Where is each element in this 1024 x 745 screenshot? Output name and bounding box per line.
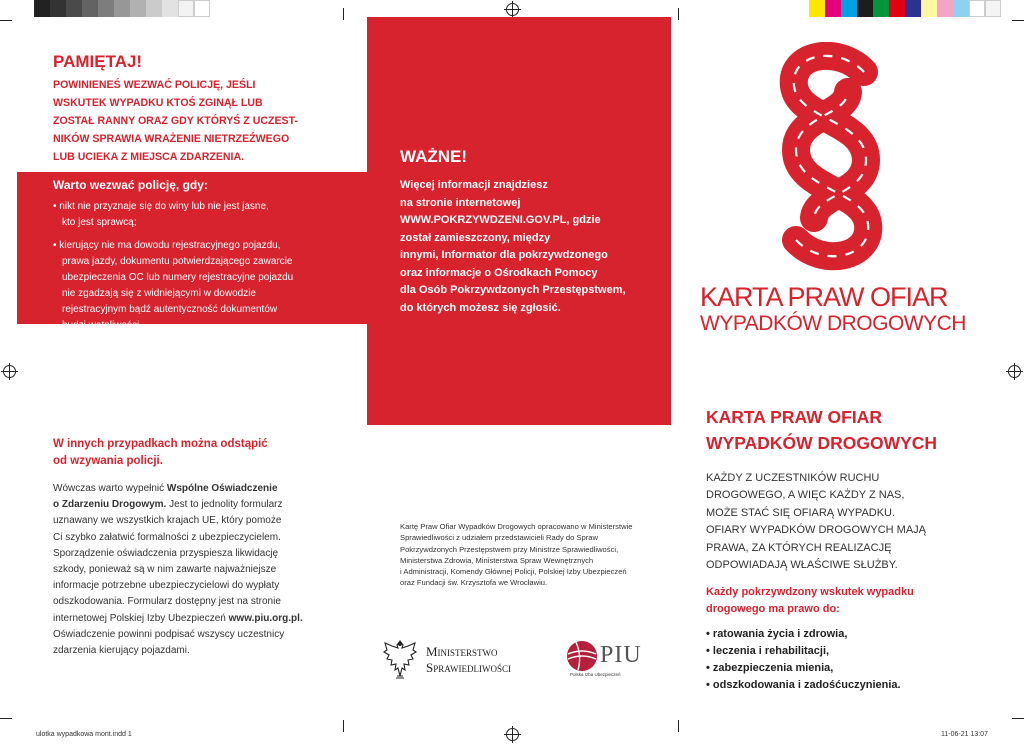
piu-logo (566, 640, 646, 680)
cover-title (700, 282, 1000, 336)
important-line: został zamieszczony, między (400, 231, 551, 244)
bullet-line: budzi wątpliwości. (62, 320, 143, 331)
reminder-line: NIKÓW SPRAWIA WRAŻENIE NIETRZEŹWEGO (53, 133, 290, 145)
crop-mark (343, 8, 344, 20)
cover-title-line1: KARTA PRAW OFIAR (700, 282, 948, 312)
body-line: szkody, ponieważ są w nim zawarte najważniejsze (53, 564, 277, 576)
other-cases-heading: W innych przypadkach można odstąpić (53, 438, 268, 450)
credits-line: oraz Fundacji św. Krzysztofa we Wrocławiu. (400, 578, 548, 588)
rights-item: • ratowania życia i zdrowia, (706, 628, 848, 641)
rights-intro-line: PRAWA, ZA KTÓRYCH REALIZACJĘ (706, 541, 892, 554)
reminder-line: WSKUTEK WYPADKU KTOŚ ZGINĄŁ LUB (53, 97, 263, 109)
registration-mark-right (1008, 365, 1021, 378)
important-section (400, 147, 660, 317)
important-line: dla Osób Pokrzywdzonych Przestępstwem, (400, 284, 626, 296)
crop-mark (0, 20, 12, 21)
rights-item: • zabezpieczenia mienia, (706, 662, 834, 675)
crop-mark (343, 720, 344, 732)
rights-intro-line: OFIARY WYPADKÓW DROGOWYCH MAJĄ (706, 524, 927, 537)
reminder-section (53, 52, 353, 166)
crop-mark (678, 8, 679, 20)
body-line: Sporządzenie oświadczenia przyspiesza likwidację (53, 547, 279, 559)
credits-line: Ministerstwa Zdrowia, Ministerstwa Spraw Wewnętrznych (400, 555, 594, 565)
body-line: informacje potrzebne ubezpieczycielowi do wypłaty (53, 580, 280, 592)
piu-globe-icon (566, 640, 598, 672)
piu-link[interactable]: www.piu.org.pl (228, 612, 300, 624)
other-cases-heading: od wzywania policji. (53, 455, 163, 467)
paragraph-section-sign-icon (770, 42, 890, 272)
rights-intro-line: MOŻE STAĆ SIĘ OFIARĄ WYPADKU. (706, 506, 896, 519)
file-slug: ulotka wypadkowa mont.indd 1 (36, 731, 132, 738)
piu-subtitle: Polska Izba Ubezpieczeń (570, 672, 621, 677)
bullet-line: kto jest sprawcą; (62, 217, 137, 228)
registration-mark-left (3, 365, 16, 378)
credits-line: Sprawiedliwości z udziałem przedstawicieli Rady do Spraw (400, 533, 598, 543)
date-slug: 11-06-21 13:07 (941, 731, 988, 738)
bullet-line: rejestracyjnym bądź autentyczność dokumentów (62, 304, 278, 315)
body-line: Ci szybko załatwić formalności z ubezpieczycielem. (53, 531, 281, 543)
bullet-line: • nikt nie przyznaje się do winy lub nie jest jasne, (53, 201, 269, 212)
important-title: WAŻNE! (400, 147, 468, 166)
bullet-line: • kierujący nie ma dowodu rejestracyjnego pojazdu, (53, 240, 281, 251)
cover-title-line2: WYPADKÓW DROGOWYCH (700, 312, 966, 335)
bullet-line: ubezpieczenia OC lub numery rejestracyjne pojazdu (62, 272, 294, 283)
credits-line: i Administracji, Komendy Głównej Policji, Polskiej Izby Ubezpieczeń (400, 567, 627, 577)
rights-item: • odszkodowania i zadośćuczynienia. (706, 679, 901, 692)
rights-item: • leczenia i rehabilitacji, (706, 645, 830, 658)
credits-line: Kartę Praw Ofiar Wypadków Drogowych opracowano w Ministerstwie (400, 522, 633, 531)
eagle-emblem-icon (382, 638, 418, 680)
ministry-name-line2: Sprawiedliwości (426, 660, 511, 675)
ministry-name-line1: Ministerstwo (426, 644, 498, 659)
reminder-line: POWINIENEŚ WEZWAĆ POLICJĘ, JEŚLI (53, 79, 256, 91)
important-line: oraz informacje o Ośrodkach Pomocy (400, 266, 598, 279)
important-line: na stronie internetowej (400, 196, 521, 209)
important-line: innymi, Informator dla pokrzywdzonego (400, 249, 608, 261)
ministry-logo (382, 638, 542, 680)
piu-text: PIU (600, 642, 642, 668)
body-line: Wówczas warto wypełnić Wspólne Oświadczenie (53, 483, 278, 494)
important-line: WWW.POKRZYWDZENI.GOV.PL, gdzie (400, 214, 601, 226)
rights-section (706, 404, 1006, 694)
crop-mark (0, 718, 12, 719)
body-line: o Zdarzeniu Drogowym. Jest to jednolity formularz (53, 499, 283, 511)
body-line: uznawany we wszystkich krajach UE, który pomoże (53, 515, 282, 527)
bullet-line: nie zgadzają się z widniejącymi w dowodzie (62, 288, 256, 299)
call-police-heading: Warto wezwać policję, gdy: (53, 178, 208, 192)
other-cases-section (53, 436, 343, 659)
important-line: Więcej informacji znajdziesz (400, 179, 548, 191)
registration-mark-top (506, 3, 519, 16)
credits-line: Pokrzywdzonych Przestępstwem przy Ministrze Sprawiedliwości, (400, 544, 619, 554)
body-line: Oświadczenie powinni podpisać wszyscy uczestnicy (53, 628, 285, 640)
reminder-line: ZOSTAŁ RANNY ORAZ GDY KTÓRYŚ Z UCZEST- (53, 115, 299, 127)
rights-subheading: drogowego ma prawo do: (706, 603, 840, 616)
rights-intro-line: KAŻDY Z UCZESTNIKÓW RUCHU (706, 472, 880, 484)
body-line: odszkodowania. Formularz dostępny jest na stronie (53, 596, 281, 608)
body-line: zdarzenia kierujący pojazdami. (53, 645, 190, 657)
rights-intro-line: DROGOWEGO, A WIĘC KAŻDY Z NAS, (706, 489, 905, 502)
reminder-line: LUB UCIEKA Z MIEJSCA ZDARZENIA. (53, 151, 245, 163)
crop-mark (1012, 718, 1024, 719)
bullet-line: prawa jazdy, dokumentu potwierdzającego zawarcie (62, 256, 293, 267)
rights-intro-line: ODPOWIADAJĄ WŁAŚCIWE SŁUŻBY. (706, 559, 898, 572)
crop-mark (1012, 20, 1024, 21)
call-police-section (53, 178, 353, 334)
rights-subheading: Każdy pokrzywdzony wskutek wypadku (706, 586, 914, 599)
crop-mark (678, 720, 679, 732)
important-line: do których możesz się zgłosić. (400, 301, 561, 314)
rights-title-line2: WYPADKÓW DROGOWYCH (706, 433, 938, 453)
reminder-title: PAMIĘTAJ! (53, 52, 143, 71)
credits (400, 521, 670, 589)
body-line: internetowej Polskiej Izby Ubezpieczeń www.piu.org.pl. (53, 612, 303, 624)
rights-title-line1: KARTA PRAW OFIAR (706, 407, 882, 427)
registration-mark-bottom (506, 728, 519, 741)
